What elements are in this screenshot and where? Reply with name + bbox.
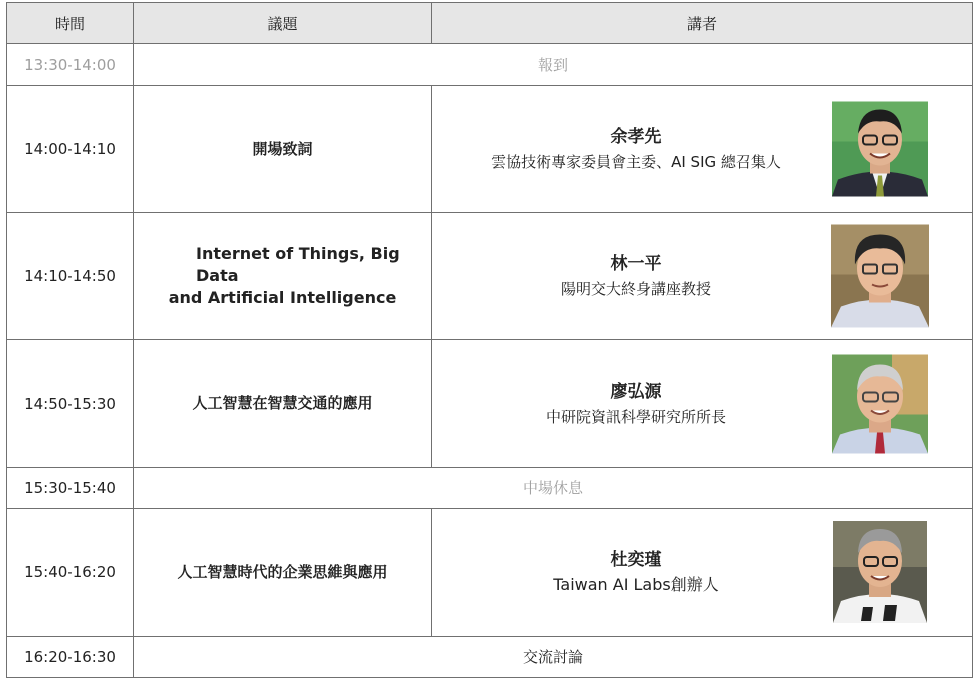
speaker-cell [432,213,973,340]
table-row [7,340,973,467]
table-row [7,44,973,85]
speaker-photo [831,225,929,328]
note-cell: 報到 [134,44,973,85]
topic-cell: 人工智慧時代的企業思維與應用 [134,509,432,636]
topic-cell [134,213,432,340]
time-cell: 13:30-14:00 [7,44,134,85]
agenda-table [6,2,973,678]
speaker-name: 廖弘源 [610,381,662,402]
header-time: 時間 [7,3,134,44]
topic-line: and Artificial Intelligence [168,288,397,308]
topic-line: Internet of Things, Big Data [196,244,400,286]
speaker-title: Taiwan AI Labs創辦人 [553,575,719,595]
header-speaker: 講者 [432,3,973,44]
time-cell: 14:00-14:10 [7,85,134,212]
header-topic: 議題 [134,3,432,44]
speaker-cell [432,509,973,636]
speaker-photo [833,521,927,623]
time-cell: 15:40-16:20 [7,509,134,636]
speaker-title: 陽明交大終身講座教授 [560,280,711,299]
time-cell: 16:20-16:30 [7,636,134,677]
speaker-photo [832,354,928,453]
note-cell: 中場休息 [134,467,973,508]
note-cell: 交流討論 [134,636,973,677]
speaker-name: 林一平 [610,254,662,275]
table-row [7,85,973,212]
speaker-title: 中研院資訊科學研究所所長 [545,407,726,426]
speaker-title: 雲協技術專家委員會主委、AI SIG 總召集人 [491,153,781,171]
header-row [7,3,973,44]
topic-cell: 人工智慧在智慧交通的應用 [134,340,432,467]
time-cell: 15:30-15:40 [7,467,134,508]
table-row [7,213,973,340]
speaker-name: 杜奕瑾 [610,550,662,571]
speaker-cell [432,85,973,212]
time-cell: 14:50-15:30 [7,340,134,467]
time-cell: 14:10-14:50 [7,213,134,340]
speaker-name: 余孝先 [610,127,662,147]
topic-cell: 開場致詞 [134,85,432,212]
table-row [7,636,973,677]
speaker-photo [832,102,928,197]
table-row [7,467,973,508]
speaker-cell [432,340,973,467]
table-row [7,509,973,636]
